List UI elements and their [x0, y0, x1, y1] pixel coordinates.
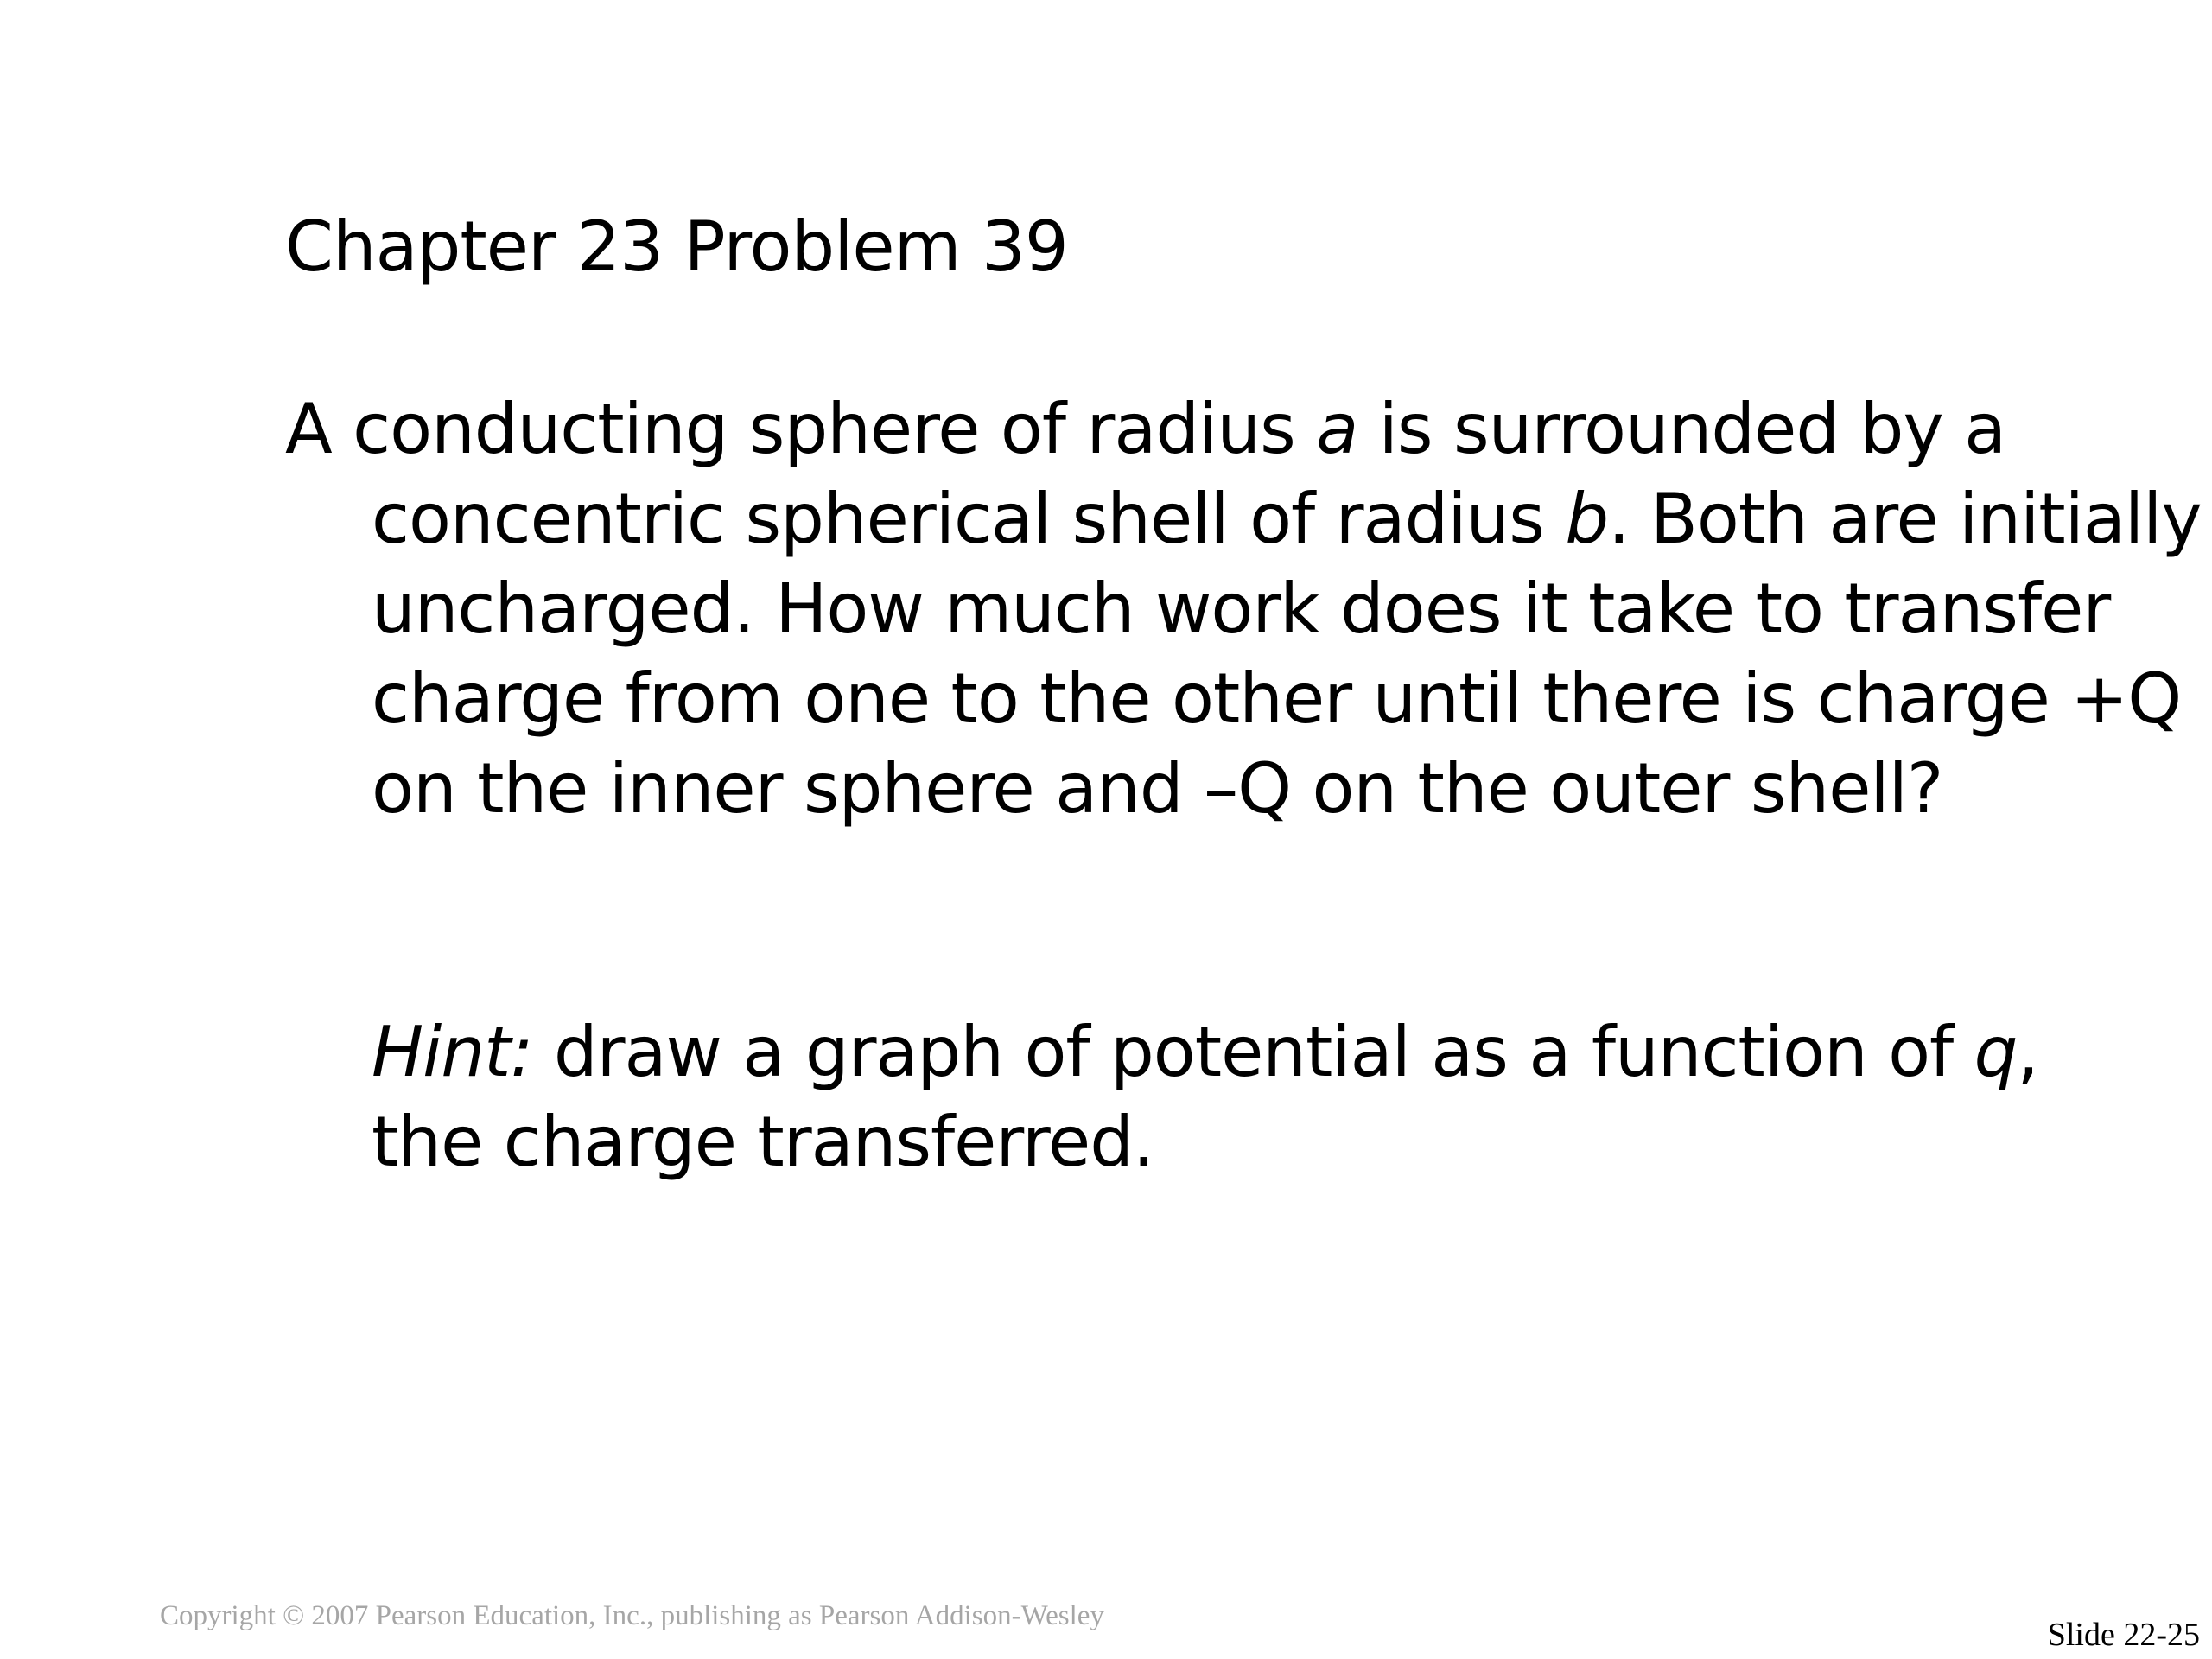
hint-text-2: , the charge transferred. [372, 1012, 2038, 1182]
problem-text-3: . Both are initially uncharged. How much work does it take to transfer charge from one to the other until there is charge +Q on the inner sphere and –Q on the outer shell? [372, 479, 2202, 829]
variable-b: b [1565, 479, 1609, 559]
variable-q: q [1974, 1012, 2018, 1092]
hint-text-1: draw a graph of potential as a function of [532, 1012, 1974, 1092]
problem-statement [285, 385, 2212, 834]
hint-label: Hint: [372, 1012, 533, 1092]
slide-title: Chapter 23 Problem 39 [285, 207, 1068, 287]
problem-text-2: is surrounded by a concentric spherical shell of radius [372, 389, 2006, 559]
hint-text [372, 1007, 2143, 1187]
copyright-notice: Copyright © 2007 Pearson Education, Inc., publishing as Pearson Addison-Wesley [160, 1600, 1104, 1631]
slide-number: Slide 22-25 [2047, 1617, 2200, 1653]
variable-a: a [1316, 389, 1358, 469]
problem-text-1: A conducting sphere of radius [285, 389, 1317, 469]
